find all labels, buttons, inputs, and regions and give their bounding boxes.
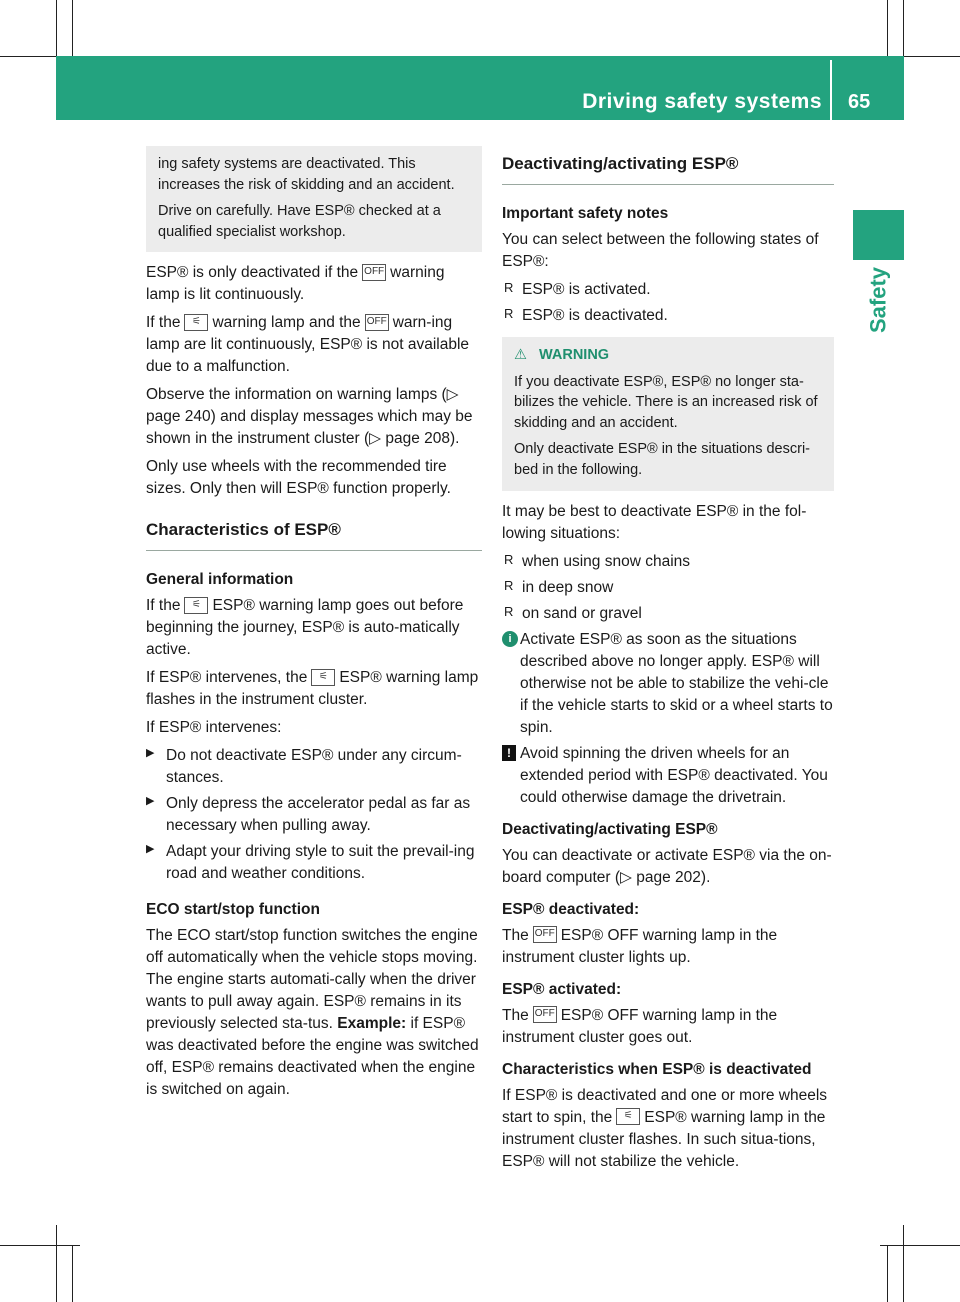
paragraph: Observe the information on warning lamps (▷ page 240) and display messages which may be shown in the instrument cluster (▷ page 208).	[146, 386, 473, 448]
warning-box	[502, 337, 834, 490]
warning-box-continued	[146, 146, 482, 252]
paragraph: If ESP® intervenes:	[146, 719, 282, 737]
instruction-step: ▶ Do not deactivate ESP® under any circum-stances.	[146, 745, 482, 789]
chapter-label: Safety	[865, 266, 891, 334]
esp-skid-icon: ⚟	[616, 1108, 640, 1125]
subheading: Important safety notes	[502, 205, 669, 223]
paragraph: Only use wheels with the recommended tire sizes. Only then will ESP® function properly.	[146, 458, 451, 498]
crop-mark	[903, 1225, 904, 1302]
subheading: ESP® deactivated:	[502, 900, 640, 918]
caution-note: ! Avoid spinning the driven wheels for an extended period with ESP® deactivated. You could otherwise damage the drivetrain.	[502, 743, 834, 809]
exclamation-icon: !	[502, 745, 516, 761]
esp-skid-icon: ⚟	[184, 597, 208, 614]
info-note: i Activate ESP® as soon as the situations described above no longer apply. ESP® will otherwise not be able to stabilize the vehi-cle if the vehicle starts to skid or a wheel starts to spin.	[502, 629, 834, 739]
paragraph: If the ⚟ ESP® warning lamp goes out before beginning the journey, ESP® is auto-matically active.	[146, 597, 464, 659]
section-title: Driving safety systems	[582, 90, 822, 113]
paragraph: If ESP® is deactivated and one or more wheels start to spin, the ⚟ ESP® warning lamp in the instrument cluster flashes. In such situa-tions, ESP® will not stabilize the vehicle.	[502, 1086, 828, 1170]
list-item: R in deep snow	[502, 577, 834, 599]
paragraph: If ESP® intervenes, the ⚟ ESP® warning lamp flashes in the instrument cluster.	[146, 669, 479, 709]
section-heading: Characteristics of ESP®	[146, 518, 482, 551]
esp-off-icon: OFF	[533, 926, 557, 943]
subheading: Deactivating/activating ESP®	[502, 820, 718, 838]
crop-mark	[887, 1245, 888, 1302]
instruction-step: ▶ Only depress the accelerator pedal as far as necessary when pulling away.	[146, 793, 482, 837]
crop-mark	[56, 1225, 57, 1302]
paragraph: ESP® is only deactivated if the OFF warning lamp is lit continuously.	[146, 264, 445, 304]
crop-mark	[887, 0, 888, 60]
crop-mark	[72, 0, 73, 60]
list-item: R ESP® is activated.	[502, 279, 834, 301]
esp-off-icon: OFF	[365, 314, 389, 331]
box-paragraph: Drive on carefully. Have ESP® checked at a qualified specialist workshop.	[158, 203, 441, 240]
subheading: General information	[146, 571, 294, 589]
crop-mark	[72, 1245, 73, 1302]
paragraph: If the ⚟ warning lamp and the OFF warn-ing lamp are lit continuously, ESP® is not available due to a malfunction.	[146, 314, 470, 376]
subheading: Characteristics when ESP® is deactivated	[502, 1060, 812, 1078]
left-column	[146, 146, 482, 1107]
esp-skid-icon: ⚟	[184, 314, 208, 331]
subheading: ECO start/stop function	[146, 901, 320, 919]
paragraph: The OFF ESP® OFF warning lamp in the instrument cluster goes out.	[502, 1006, 778, 1046]
info-icon: i	[502, 631, 518, 647]
warning-paragraph: If you deactivate ESP®, ESP® no longer sta-bilizes the vehicle. There is an increased risk of skidding and an accident.	[514, 373, 818, 431]
paragraph: You can deactivate or activate ESP® via the on-board computer (▷ page 202).	[502, 846, 832, 886]
instruction-step: ▶ Adapt your driving style to suit the prevail-ing road and weather conditions.	[146, 841, 482, 885]
warning-triangle-icon: ⚠	[514, 347, 527, 364]
esp-off-icon: OFF	[533, 1006, 557, 1023]
warning-header: ⚠ WARNING	[514, 345, 824, 366]
esp-off-icon: OFF	[362, 264, 386, 281]
paragraph: The ECO start/stop function switches the engine off automatically when the vehicle stops moving. The engine starts automati-cally when the driver wants to pull away again. ESP® remains in its previously selected sta-tus. Example: if ESP® was deactivated before the engine was switched off, ESP® remains deactivated when the engine is switched on again.	[146, 927, 479, 1099]
header-divider	[830, 60, 832, 120]
box-paragraph: ing safety systems are deactivated. This increases the risk of skidding and an accident.	[158, 156, 455, 193]
chapter-tab	[853, 210, 904, 260]
crop-mark	[0, 1245, 80, 1246]
list-item: R on sand or gravel	[502, 603, 834, 625]
crop-mark	[880, 1245, 960, 1246]
right-column	[502, 146, 834, 1179]
page-number: 65	[848, 91, 871, 113]
paragraph: It may be best to deactivate ESP® in the fol-lowing situations:	[502, 502, 807, 542]
esp-skid-icon: ⚟	[311, 669, 335, 686]
warning-paragraph: Only deactivate ESP® in the situations descri-bed in the following.	[514, 441, 810, 479]
paragraph: The OFF ESP® OFF warning lamp in the instrument cluster lights up.	[502, 926, 778, 966]
list-item: R when using snow chains	[502, 551, 834, 573]
section-heading: Deactivating/activating ESP®	[502, 152, 834, 185]
subheading: ESP® activated:	[502, 980, 622, 998]
paragraph: You can select between the following states of ESP®:	[502, 231, 819, 271]
list-item: R ESP® is deactivated.	[502, 305, 834, 327]
